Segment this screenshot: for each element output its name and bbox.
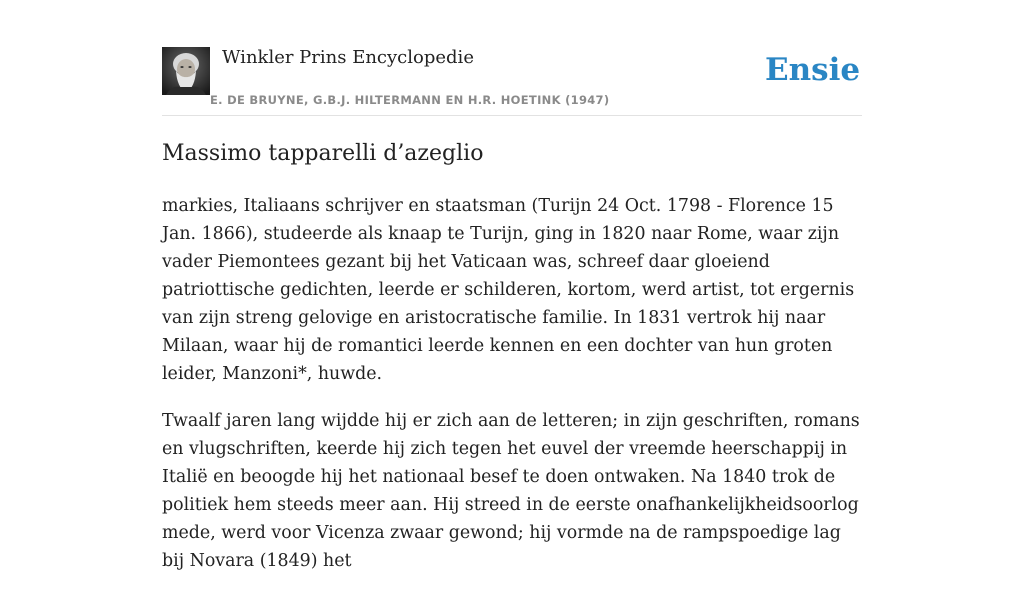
header-divider: [162, 115, 862, 116]
ensie-logo[interactable]: Ensie: [765, 52, 861, 88]
entry-body: [162, 192, 862, 594]
source-title[interactable]: Winkler Prins Encyclopedie: [222, 47, 474, 68]
paragraph: markies, Italiaans schrijver en staatsman (Turijn 24 Oct. 1798 - Florence 15 Jan. 1866), studeerde als knaap te Turijn, ging in 1820 naar Rome, waar zijn vader Piemontees gezant bij het Vaticaan was, schreef daar gloeiend patriottische gedichten, leerde er schilderen, kortom, werd artist, tot ergernis van zijn streng gelovige en aristocratische familie. In 1831 vertrok hij naar Milaan, waar hij de romantici leerde kennen en een dochter van hun groten leider, Manzoni*, huwde.: [162, 196, 855, 384]
paragraph: Twaalf jaren lang wijdde hij er zich aan de letteren; in zijn geschriften, romans en vlugschriften, keerde hij zich tegen het euvel der vreemde heerschappij in Italië en beoogde hij het nationaal besef te doen ontwaken. Na 1840 trok de politiek hem steeds meer aan. Hij streed in de eerste onafhankelijkheidsoorlog mede, werd voor Vicenza zwaar gewond; hij vormde na de rampspoedige lag bij Novara (1849) het: [162, 411, 860, 571]
entry-title: Massimo tapparelli d’azeglio: [162, 141, 484, 166]
portrait-image: [162, 47, 210, 95]
source-authors: E. DE BRUYNE, G.B.J. HILTERMANN EN H.R. HOETINK (1947): [210, 93, 610, 107]
author-portrait-avatar: [162, 47, 210, 95]
